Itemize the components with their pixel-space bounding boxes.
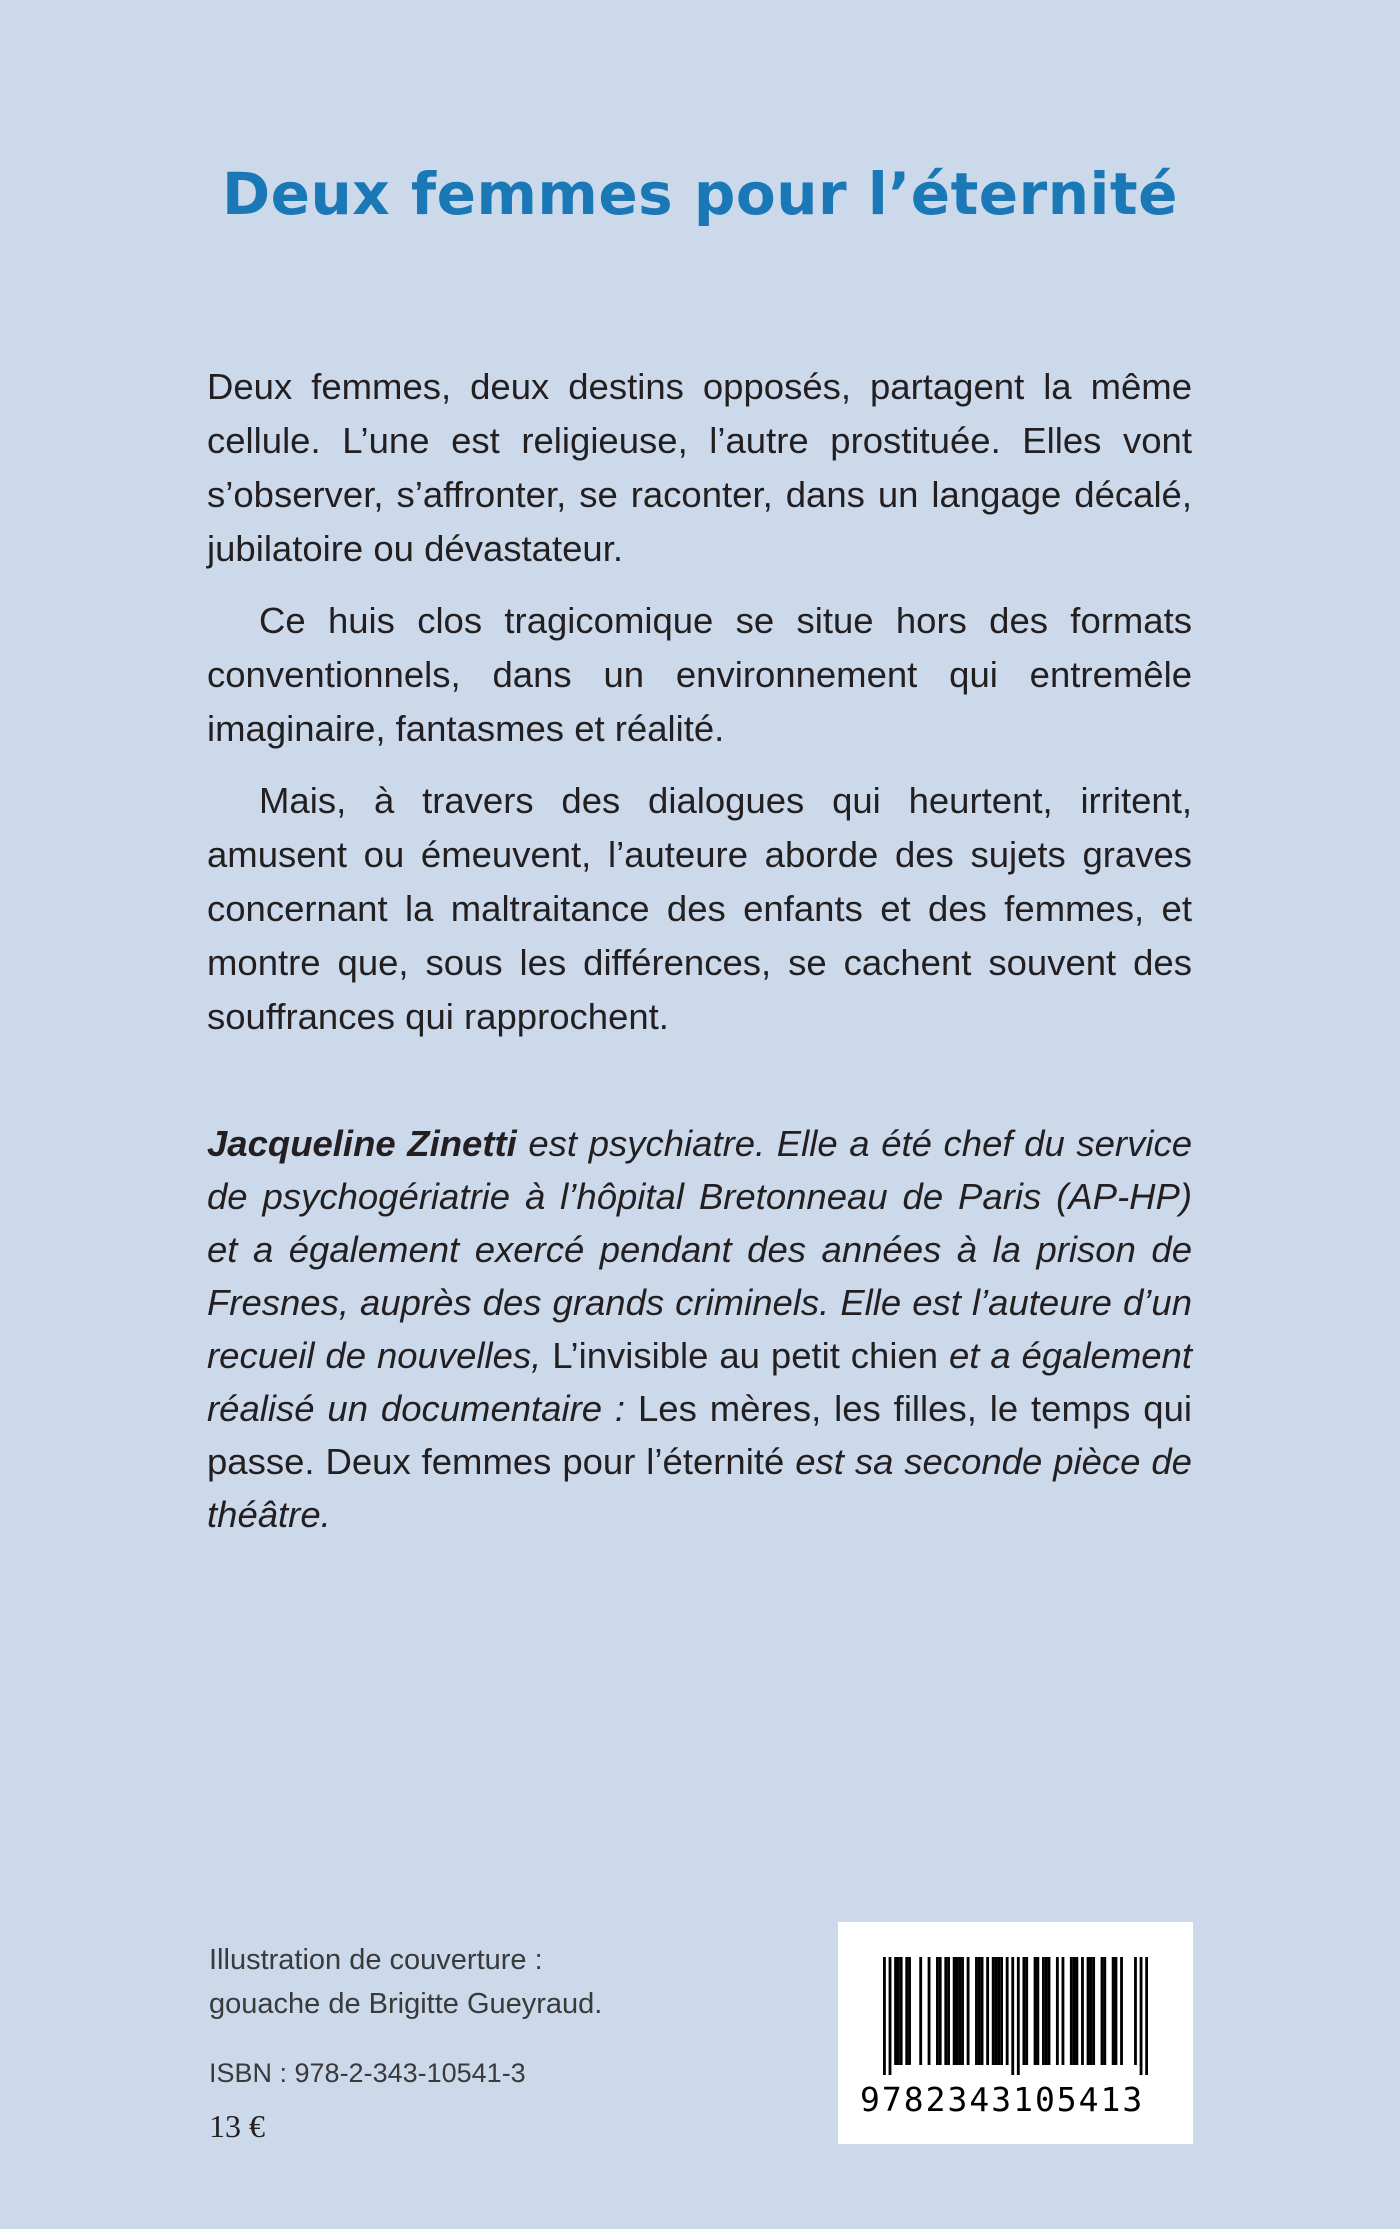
synopsis-paragraph-3: Mais, à travers des dialogues qui heurtent, irritent, amusent ou émeuvent, l’auteure aborde des sujets graves concernant la maltraitance des enfants et des femmes, et montre que, sous les différences, se cachent souvent des souffrances qui rapprochent. xyxy=(207,780,1192,1037)
barcode-bar xyxy=(978,1957,981,2065)
barcode-bar xyxy=(908,1957,911,2065)
barcode-bar xyxy=(1017,1957,1020,2075)
barcode-bar xyxy=(956,1957,959,2065)
barcode-bar xyxy=(944,1957,947,2065)
barcode-bar xyxy=(1062,1957,1065,2065)
bio-text-3: est sa seconde pièce de théâtre. xyxy=(207,1441,1192,1535)
bio-text-2: et a également réalisé un documentaire : xyxy=(207,1335,1193,1429)
barcode-bar xyxy=(1081,1957,1084,2065)
barcode-bar xyxy=(1140,1957,1143,2075)
barcode-bar xyxy=(1045,1957,1048,2065)
barcode xyxy=(838,1922,1193,2144)
barcode-bar xyxy=(1134,1957,1137,2065)
barcode-bar xyxy=(897,1957,900,2065)
author-bio xyxy=(207,1117,1192,1541)
barcode-bar xyxy=(981,1957,984,2065)
barcode-bar xyxy=(1089,1957,1092,2065)
barcode-bar xyxy=(936,1957,939,2065)
barcode-bar xyxy=(1145,1957,1148,2075)
author-name: Jacqueline Zinetti xyxy=(207,1123,517,1164)
barcode-bar xyxy=(1073,1957,1076,2065)
barcode-bar xyxy=(947,1957,950,2065)
barcode-bar xyxy=(939,1957,942,2065)
barcode-bar xyxy=(1036,1957,1039,2065)
synopsis xyxy=(207,360,1192,1062)
barcode-bar xyxy=(889,1957,892,2075)
bio-text-1: est psychiatre. Elle a été chef du service de psychogériatrie à l’hôpital Bretonneau de Paris (AP-HP) et a également exercé pendant des années à la prison de Fresnes, auprès des grands criminels. Elle est l’auteure d’un recueil de nouvelles, xyxy=(207,1123,1192,1376)
barcode-bar xyxy=(883,1957,886,2075)
barcode-bar xyxy=(1112,1957,1115,2065)
barcode-bar xyxy=(953,1957,956,2065)
barcode-bar xyxy=(1120,1957,1123,2065)
book-title: Deux femmes pour l’éternité xyxy=(222,160,1178,228)
barcode-bar xyxy=(1006,1957,1009,2065)
isbn: ISBN : 978-2-343-10541-3 xyxy=(209,2058,526,2088)
credit-line-1: Illustration de couverture : xyxy=(209,1944,543,1976)
barcode-bar xyxy=(1070,1957,1073,2065)
barcode-bar xyxy=(1101,1957,1104,2065)
barcode-bar xyxy=(1048,1957,1051,2065)
barcode-bar xyxy=(1022,1957,1025,2065)
barcode-bar xyxy=(967,1957,970,2065)
synopsis-paragraph-2: Ce huis clos tragicomique se situe hors des formats conventionnels, dans un environnement qui entremêle imaginaire, fantasmes et réalité. xyxy=(207,600,1192,749)
synopsis-paragraph-1: Deux femmes, deux destins opposés, partagent la même cellule. L’une est religieuse, l’autre prostituée. Elles vont s’observer, s’affronter, se raconter, dans un langage décalé, jubilatoire ou dévastateur. xyxy=(207,366,1192,569)
barcode-bar xyxy=(928,1957,931,2065)
illustration-credit xyxy=(209,1938,602,2026)
barcode-bar xyxy=(1025,1957,1028,2065)
bio-work-2: Les mères, les filles, le temps qui passe. xyxy=(207,1388,1193,1482)
barcode-bar xyxy=(986,1957,989,2065)
barcode-bar xyxy=(992,1957,995,2065)
barcode-bar xyxy=(1042,1957,1045,2065)
barcode-bar xyxy=(1056,1957,1059,2065)
barcode-bar xyxy=(919,1957,922,2065)
barcode-bar xyxy=(975,1957,978,2065)
barcode-bar xyxy=(997,1957,1000,2065)
barcode-number: 9782343105413 xyxy=(860,2080,1145,2119)
barcode-bar xyxy=(1034,1957,1037,2065)
barcode-bar xyxy=(1115,1957,1118,2065)
barcode-bar xyxy=(1087,1957,1090,2065)
price: 13 € xyxy=(209,2108,265,2144)
barcode-bar xyxy=(1075,1957,1078,2065)
barcode-bar xyxy=(1000,1957,1003,2065)
barcode-bars xyxy=(883,1957,1148,2075)
barcode-bar xyxy=(995,1957,998,2065)
barcode-bar xyxy=(961,1957,964,2065)
barcode-bar xyxy=(1092,1957,1095,2065)
barcode-bar xyxy=(900,1957,903,2065)
barcode-bar xyxy=(1011,1957,1014,2075)
barcode-bar xyxy=(958,1957,961,2065)
bio-work-1: L’invisible au petit chien xyxy=(552,1335,939,1376)
barcode-bar xyxy=(905,1957,908,2065)
credit-line-2: gouache de Brigitte Gueyraud. xyxy=(209,1988,603,2020)
barcode-bar xyxy=(1103,1957,1106,2065)
barcode-bar xyxy=(894,1957,897,2065)
bio-work-3: Deux femmes pour l’éternité xyxy=(325,1441,785,1482)
